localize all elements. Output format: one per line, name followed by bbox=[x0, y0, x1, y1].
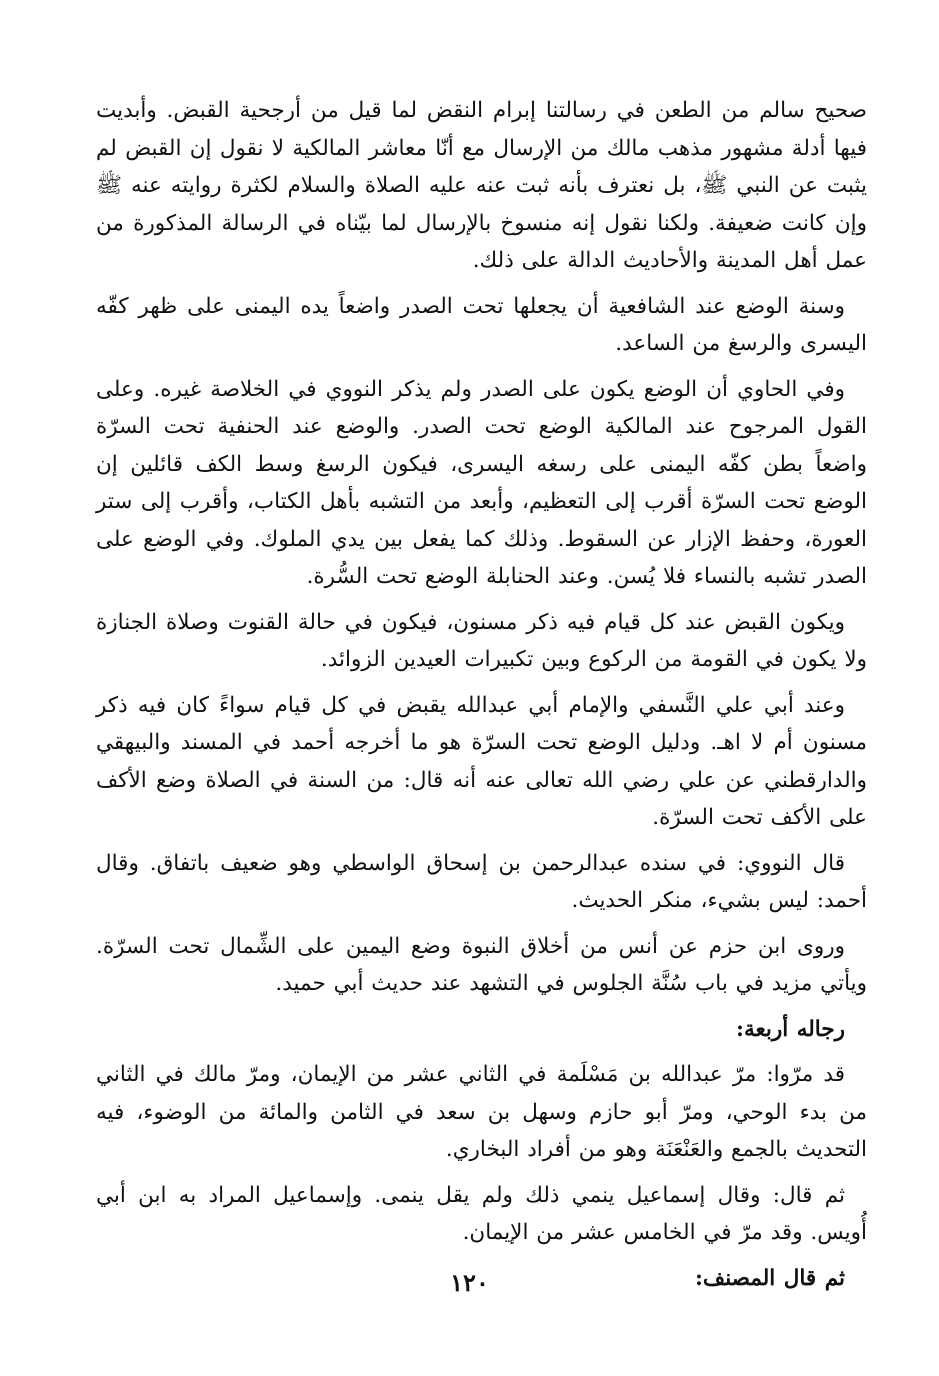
page-number: ١٢٠ bbox=[450, 1268, 489, 1297]
section-heading: ثم قال المصنف: bbox=[695, 1265, 845, 1291]
paragraph: ثم قال: وقال إسماعيل ينمي ذلك ولم يقل ينمى. وإسماعيل المراد به ابن أبي أُويس. وقد مرّ في الخامس عشر من الإيمان. bbox=[96, 1182, 867, 1245]
paragraph: قد مرّوا: مرّ عبدالله بن مَسْلَمة في الثاني عشر من الإيمان، ومرّ مالك في الثاني من بدء الوحي، ومرّ أبو حازم وسهل بن سعد في الثامن والمائة من الوضوء، فيه التحديث بالجمع والعَنْعَنَة وهو من أفراد البخاري. bbox=[96, 1062, 867, 1162]
paragraph: وسنة الوضع عند الشافعية أن يجعلها تحت الصدر واضعاً يده اليمنى على ظهر كفّه اليسرى والرسغ من الساعد. bbox=[96, 293, 867, 356]
paragraph: ويكون القبض عند كل قيام فيه ذكر مسنون، فيكون في حالة القنوت وصلاة الجنازة ولا يكون في القومة من الركوع وبين تكبيرات العيدين الزوائد. bbox=[96, 609, 867, 672]
paragraph: وروى ابن حزم عن أنس من أخلاق النبوة وضع اليمين على الشِّمال تحت السرّة. ويأتي مزيد في باب سُنَّة الجلوس في التشهد عند حديث أبي حميد. bbox=[96, 933, 867, 996]
paragraph: صحيح سالم من الطعن في رسالتنا إبرام النقض لما قيل من أرجحية القبض. وأبديت فيها أدلة مشهور مذهب مالك من الإرسال مع أنّا معاشر المالكية لا نقول إن القبض لم يثبت عن النبي ﷺ، بل نعترف بأنه ثبت عنه عليه الصلاة والسلام لكثرة روايته عنه ﷺ وإن كانت ضعيفة. ولكنا نقول إنه منسوخ بالإرسال لما بيّناه في الرسالة المذكورة من عمل أهل المدينة والأحاديث الدالة على ذلك. bbox=[96, 98, 867, 273]
body-text bbox=[96, 92, 867, 1297]
paragraph: وفي الحاوي أن الوضع يكون على الصدر ولم يذكر النووي في الخلاصة غيره. وعلى القول المرجوح عند المالكية الوضع تحت الصدر. والوضع عند الحنفية تحت السرّة واضعاً بطن كفّه اليمنى على رسغه اليسرى، فيكون الرسغ وسط الكف قائلين إن الوضع تحت السرّة أقرب إلى التعظيم، وأبعد من التشبه بأهل الكتاب، وأقرب إلى ستر العورة، وحفظ الإزار عن السقوط. وذلك كما يفعل بين يدي الملوك. وفي الوضع على الصدر تشبه بالنساء فلا يُسن. وعند الحنابلة الوضع تحت السُّرة. bbox=[96, 376, 867, 589]
paragraph: وعند أبي علي النَّسفي والإمام أبي عبدالله يقبض في كل قيام سواءً كان فيه ذكر مسنون أم لا اهـ. ودليل الوضع تحت السرّة هو ما أخرجه أحمد في المسند والبيهقي والدارقطني عن علي رضي الله تعالى عنه أنه قال: من السنة في الصلاة وضع الأكف على الأكف تحت السرّة. bbox=[96, 692, 867, 830]
section-heading: رجاله أربعة: bbox=[736, 1016, 845, 1042]
paragraph: قال النووي: في سنده عبدالرحمن بن إسحاق الواسطي وهو ضعيف باتفاق. وقال أحمد: ليس بشيء، منكر الحديث. bbox=[96, 850, 867, 913]
